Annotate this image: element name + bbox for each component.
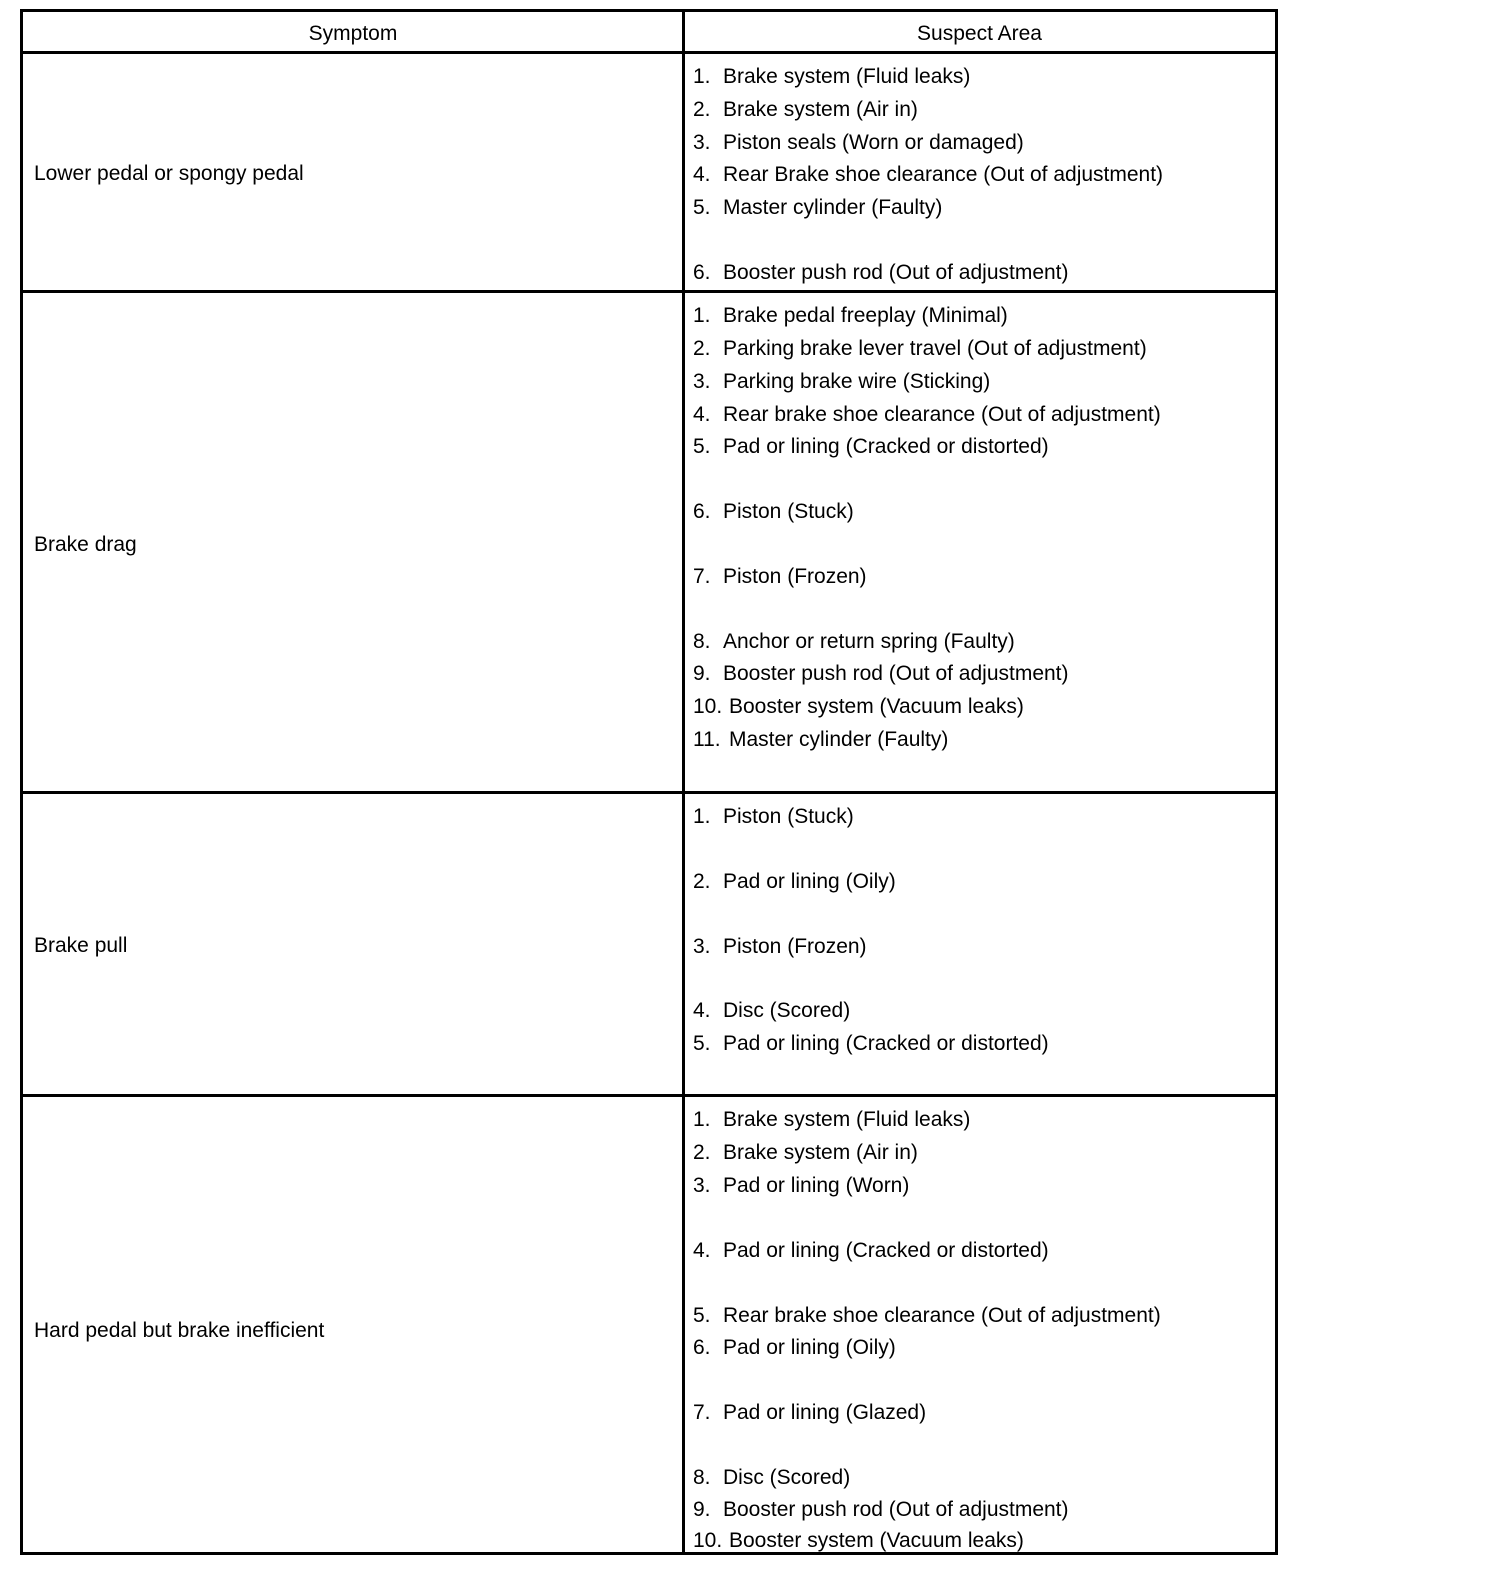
item-text: Pad or lining (Cracked or distorted) (723, 1239, 1049, 1262)
item-text: Rear brake shoe clearance (Out of adjustment) (723, 1304, 1161, 1327)
item-text: Master cylinder (Faulty) (729, 728, 949, 751)
list-item (693, 1466, 850, 1490)
symptom-cell: Hard pedal but brake inefficient (34, 1319, 325, 1342)
item-text: Piston seals (Worn or damaged) (723, 131, 1024, 154)
list-item (693, 935, 867, 959)
symptom-cell: Lower pedal or spongy pedal (34, 162, 304, 185)
item-number: 8. (693, 630, 711, 653)
item-number: 5. (693, 435, 711, 458)
list-item (693, 337, 1147, 361)
list-item (693, 65, 970, 89)
item-text: Rear brake shoe clearance (Out of adjustment) (723, 403, 1161, 426)
item-number: 3. (693, 935, 711, 958)
list-item (693, 98, 918, 122)
list-item (693, 662, 1069, 686)
item-number: 5. (693, 1032, 711, 1055)
list-item (693, 630, 1015, 654)
item-text: Pad or lining (Worn) (723, 1174, 910, 1197)
item-text: Brake system (Air in) (723, 1141, 918, 1164)
item-number: 6. (693, 1336, 711, 1359)
item-text: Pad or lining (Oily) (723, 1336, 896, 1359)
item-number: 8. (693, 1466, 711, 1489)
item-text: Disc (Scored) (723, 1466, 851, 1489)
list-item (693, 196, 942, 220)
item-number: 11. (693, 728, 721, 751)
item-number: 2. (693, 1141, 711, 1164)
list-item (693, 261, 1069, 285)
item-number: 4. (693, 163, 711, 186)
item-number: 1. (693, 65, 711, 88)
item-text: Piston (Stuck) (723, 500, 854, 523)
item-number: 4. (693, 403, 711, 426)
item-number: 2. (693, 870, 711, 893)
item-text: Booster push rod (Out of adjustment) (723, 1498, 1069, 1521)
table-row (23, 1097, 1275, 1552)
item-number: 7. (693, 1401, 711, 1424)
item-text: Brake pedal freeplay (Minimal) (723, 304, 1008, 327)
list-item (693, 370, 990, 394)
list-item (693, 1336, 896, 1360)
list-item (693, 695, 1024, 719)
list-item (693, 728, 948, 752)
symptom-table (20, 9, 1278, 1555)
list-item (693, 131, 1024, 155)
symptom-cell: Brake pull (34, 934, 128, 957)
list-item (693, 403, 1161, 427)
item-number: 1. (693, 1108, 711, 1131)
item-text: Pad or lining (Glazed) (723, 1401, 927, 1424)
list-item (693, 1108, 970, 1132)
list-item (693, 1401, 926, 1425)
list-item (693, 870, 896, 894)
item-text: Booster system (Vacuum leaks) (729, 1529, 1024, 1552)
item-text: Brake system (Fluid leaks) (723, 65, 971, 88)
symptom-cell: Brake drag (34, 533, 137, 556)
item-number: 4. (693, 999, 711, 1022)
item-number: 9. (693, 1498, 711, 1521)
item-number: 6. (693, 261, 711, 284)
item-number: 10. (693, 1529, 723, 1552)
item-text: Anchor or return spring (Faulty) (723, 630, 1015, 653)
item-text: Parking brake lever travel (Out of adjustment) (723, 337, 1147, 360)
table-row (23, 794, 1275, 1097)
item-number: 4. (693, 1239, 711, 1262)
item-number: 3. (693, 131, 711, 154)
item-text: Master cylinder (Faulty) (723, 196, 943, 219)
item-number: 2. (693, 337, 711, 360)
item-text: Piston (Stuck) (723, 805, 854, 828)
item-text: Pad or lining (Oily) (723, 870, 896, 893)
item-number: 5. (693, 1304, 711, 1327)
item-number: 1. (693, 304, 711, 327)
item-number: 9. (693, 662, 711, 685)
item-text: Booster push rod (Out of adjustment) (723, 662, 1069, 685)
item-number: 3. (693, 370, 711, 393)
item-number: 5. (693, 196, 711, 219)
list-item (693, 1141, 918, 1165)
table-row (23, 54, 1275, 293)
list-item (693, 999, 850, 1023)
list-item (693, 565, 867, 589)
list-item (693, 1032, 1049, 1056)
item-number: 2. (693, 98, 711, 121)
list-item (693, 1239, 1049, 1263)
table-header (23, 12, 1275, 54)
list-item (693, 163, 1163, 187)
item-text: Pad or lining (Cracked or distorted) (723, 1032, 1049, 1055)
item-text: Booster system (Vacuum leaks) (729, 695, 1024, 718)
item-text: Parking brake wire (Sticking) (723, 370, 991, 393)
list-item (693, 500, 854, 524)
item-number: 6. (693, 500, 711, 523)
table-row (23, 293, 1275, 794)
item-number: 3. (693, 1174, 711, 1197)
list-item (693, 805, 854, 829)
list-item (693, 435, 1049, 459)
list-item (693, 304, 1008, 328)
list-item (693, 1174, 909, 1198)
item-number: 1. (693, 805, 711, 828)
list-item (693, 1529, 1024, 1553)
item-text: Brake system (Air in) (723, 98, 918, 121)
item-text: Piston (Frozen) (723, 935, 867, 958)
list-item (693, 1498, 1069, 1522)
header-suspect-area: Suspect Area (917, 22, 1042, 45)
header-symptom: Symptom (308, 22, 398, 45)
item-number: 7. (693, 565, 711, 588)
item-text: Disc (Scored) (723, 999, 851, 1022)
list-item (693, 1304, 1161, 1328)
item-text: Pad or lining (Cracked or distorted) (723, 435, 1049, 458)
item-text: Brake system (Fluid leaks) (723, 1108, 971, 1131)
item-text: Rear Brake shoe clearance (Out of adjustment) (723, 163, 1164, 186)
item-number: 10. (693, 695, 723, 718)
item-text: Booster push rod (Out of adjustment) (723, 261, 1069, 284)
item-text: Piston (Frozen) (723, 565, 867, 588)
